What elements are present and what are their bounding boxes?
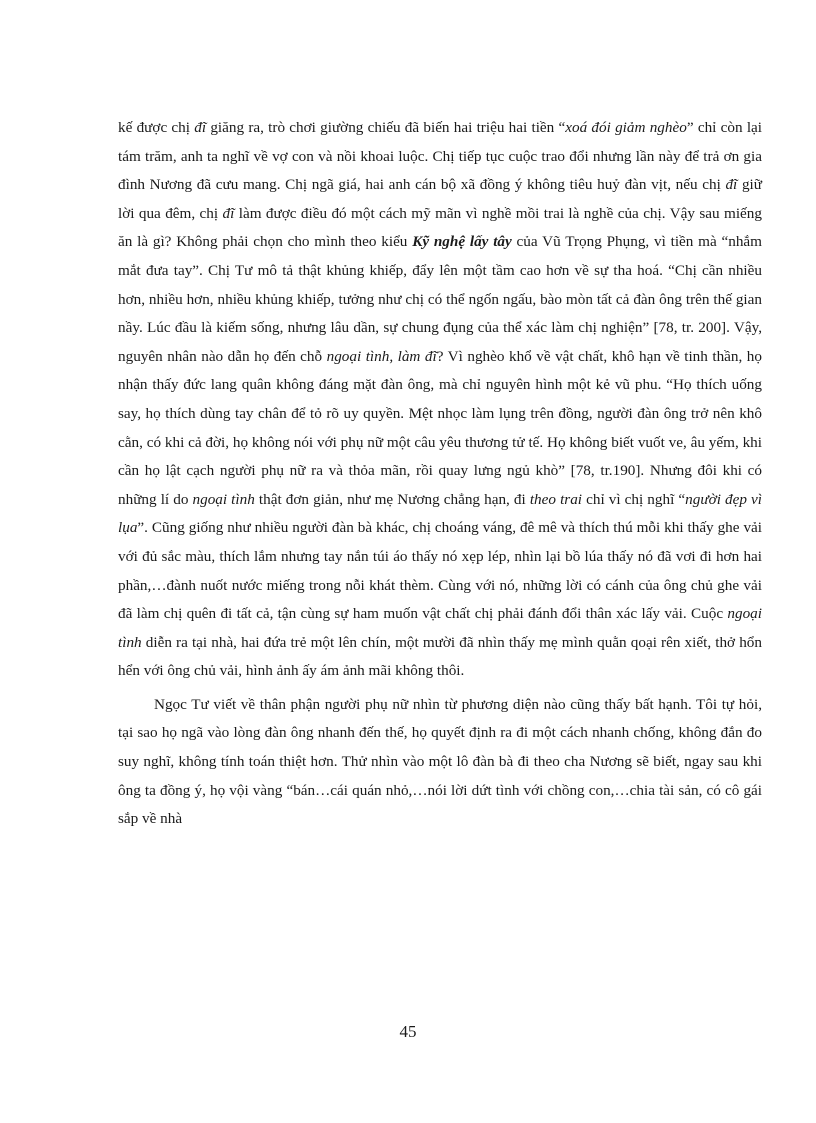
body-text <box>118 114 762 834</box>
bold-italic-run: Kỹ nghệ lấy tây <box>412 233 512 251</box>
text-run: làm được điều đó một cách mỹ mãn vì nghề mồi trai là nghề của chị. Vậy sau miếng ăn là gì? Không phải chọn cho mình theo kiểu <box>118 204 762 251</box>
text-run: của Vũ Trọng Phụng, vì tiền mà “nhắm mắt đưa tay”. Chị Tư mô tả thật khủng khiếp, đẩy lên một tầm cao hơn về sự tha hoá. “Chị cần nhiều hơn, nhiều hơn, nhiều khủng khiếp, tưởng như chị có thể ngốn ngấu, bào mòn tất cả đàn ông trên thế gian nầy. Lúc đầu là kiếm sống, nhưng lâu dần, sự chung đụng của thể xác làm chị nghiện” [78, tr. 200]. Vậy, nguyên nhân nào dẫn họ đến chỗ <box>118 233 762 365</box>
text-run: ” chỉ còn lại tám trăm, anh ta nghĩ về vợ con và nồi khoai luộc. Chị tiếp tục cuộc trao đổi nhưng lần này để trả ơn gia đình Nương đã cưu mang. Chị ngã giá, hai anh cán bộ xã đồng ý không tiêu huỷ đàn vịt, nếu chị <box>118 119 763 194</box>
text-run: giữ lời qua đêm, chị <box>118 176 762 222</box>
text-run: ? Vì nghèo khổ về vật chất, khô hạn về tinh thần, họ nhận thấy đức lang quân không đáng mặt đàn ông, mà chỉ nguyên hình một kẻ vũ phu. “Họ thích uống say, họ thích dùng tay chân để tỏ rõ uy quyền. Mệt nhọc làm lụng trên đồng, người đàn ông trở nên khô cằn, có khi cả đời, họ không nói với phụ nữ một câu yêu thương tử tế. Họ không biết vuốt ve, âu yếm, khi cần họ lật cạch người phụ nữ ra và thỏa mãn, rồi quay lưng ngủ khò” [78, tr.190]. Nhưng đôi khi có những lí do <box>118 347 762 508</box>
italic-run: ngoại tình <box>192 490 255 508</box>
italic-run: đĩ <box>725 176 738 194</box>
text-run: kế được chị <box>118 119 195 136</box>
italic-run: ngoại tình, làm đĩ <box>326 347 437 365</box>
text-run: ”. Cũng giống như nhiều người đàn bà khác, chị choáng váng, đê mê và thích thú mỗi khi thấy ghe vải với đủ sắc màu, thích lắm nhưng tay nắn túi áo thấy nó xẹp lép, nhìn lại bồ lúa thấy nó đã vơi đi hơn hai phần,…đành nuốt nước miếng trong nỗi khát thèm. Cùng với nó, những lời có cánh của ông chủ ghe vải đã làm chị quên đi tất cả, tận cùng sự ham muốn vật chất chị phải đánh đổi thân xác lấy vải. Cuộc <box>118 519 762 623</box>
italic-run: theo trai <box>529 490 583 508</box>
italic-run: đĩ <box>194 119 207 136</box>
text-run: diễn ra tại nhà, hai đứa trẻ một lên chín, một mười đã nhìn thấy mẹ mình quằn qoại rên xiết, thở hổn hển với ông chủ vải, hình ảnh ấy ám ảnh mãi không thôi. <box>118 633 762 680</box>
italic-run: người đẹp vì lụa <box>118 490 762 537</box>
paragraph-1 <box>118 114 762 686</box>
text-run: Ngọc Tư viết về thân phận người phụ nữ nhìn từ phương diện nào cũng thấy bất hạnh. Tôi tự hỏi, tại sao họ ngã vào lòng đàn ông nhanh đến thế, họ quyết định ra đi một cách nhanh chống, không đắn đo suy nghĩ, không tính toán thiệt hơn. Thử nhìn vào một lô đàn bà đi theo cha Nương sẽ biết, ngay sau khi ông ta đồng ý, họ vội vàng “bán…cái quán nhỏ,…nói lời dứt tình với chồng con,…chia tài sản, có cô gái sắp về nhà <box>118 695 762 828</box>
text-run: chỉ vì chị nghĩ “ <box>582 490 686 508</box>
italic-run: xoá đói giảm nghèo <box>565 119 687 136</box>
page-number: 45 <box>399 1022 417 1041</box>
italic-run: đĩ <box>222 204 235 222</box>
italic-run: ngoại tình <box>118 605 762 651</box>
paragraph-2 <box>118 691 762 834</box>
text-run: thật đơn giản, như mẹ Nương chẳng hạn, đi <box>254 490 530 508</box>
text-run: giăng ra, trò chơi giường chiếu đã biến hai triệu hai tiền “ <box>206 119 566 136</box>
